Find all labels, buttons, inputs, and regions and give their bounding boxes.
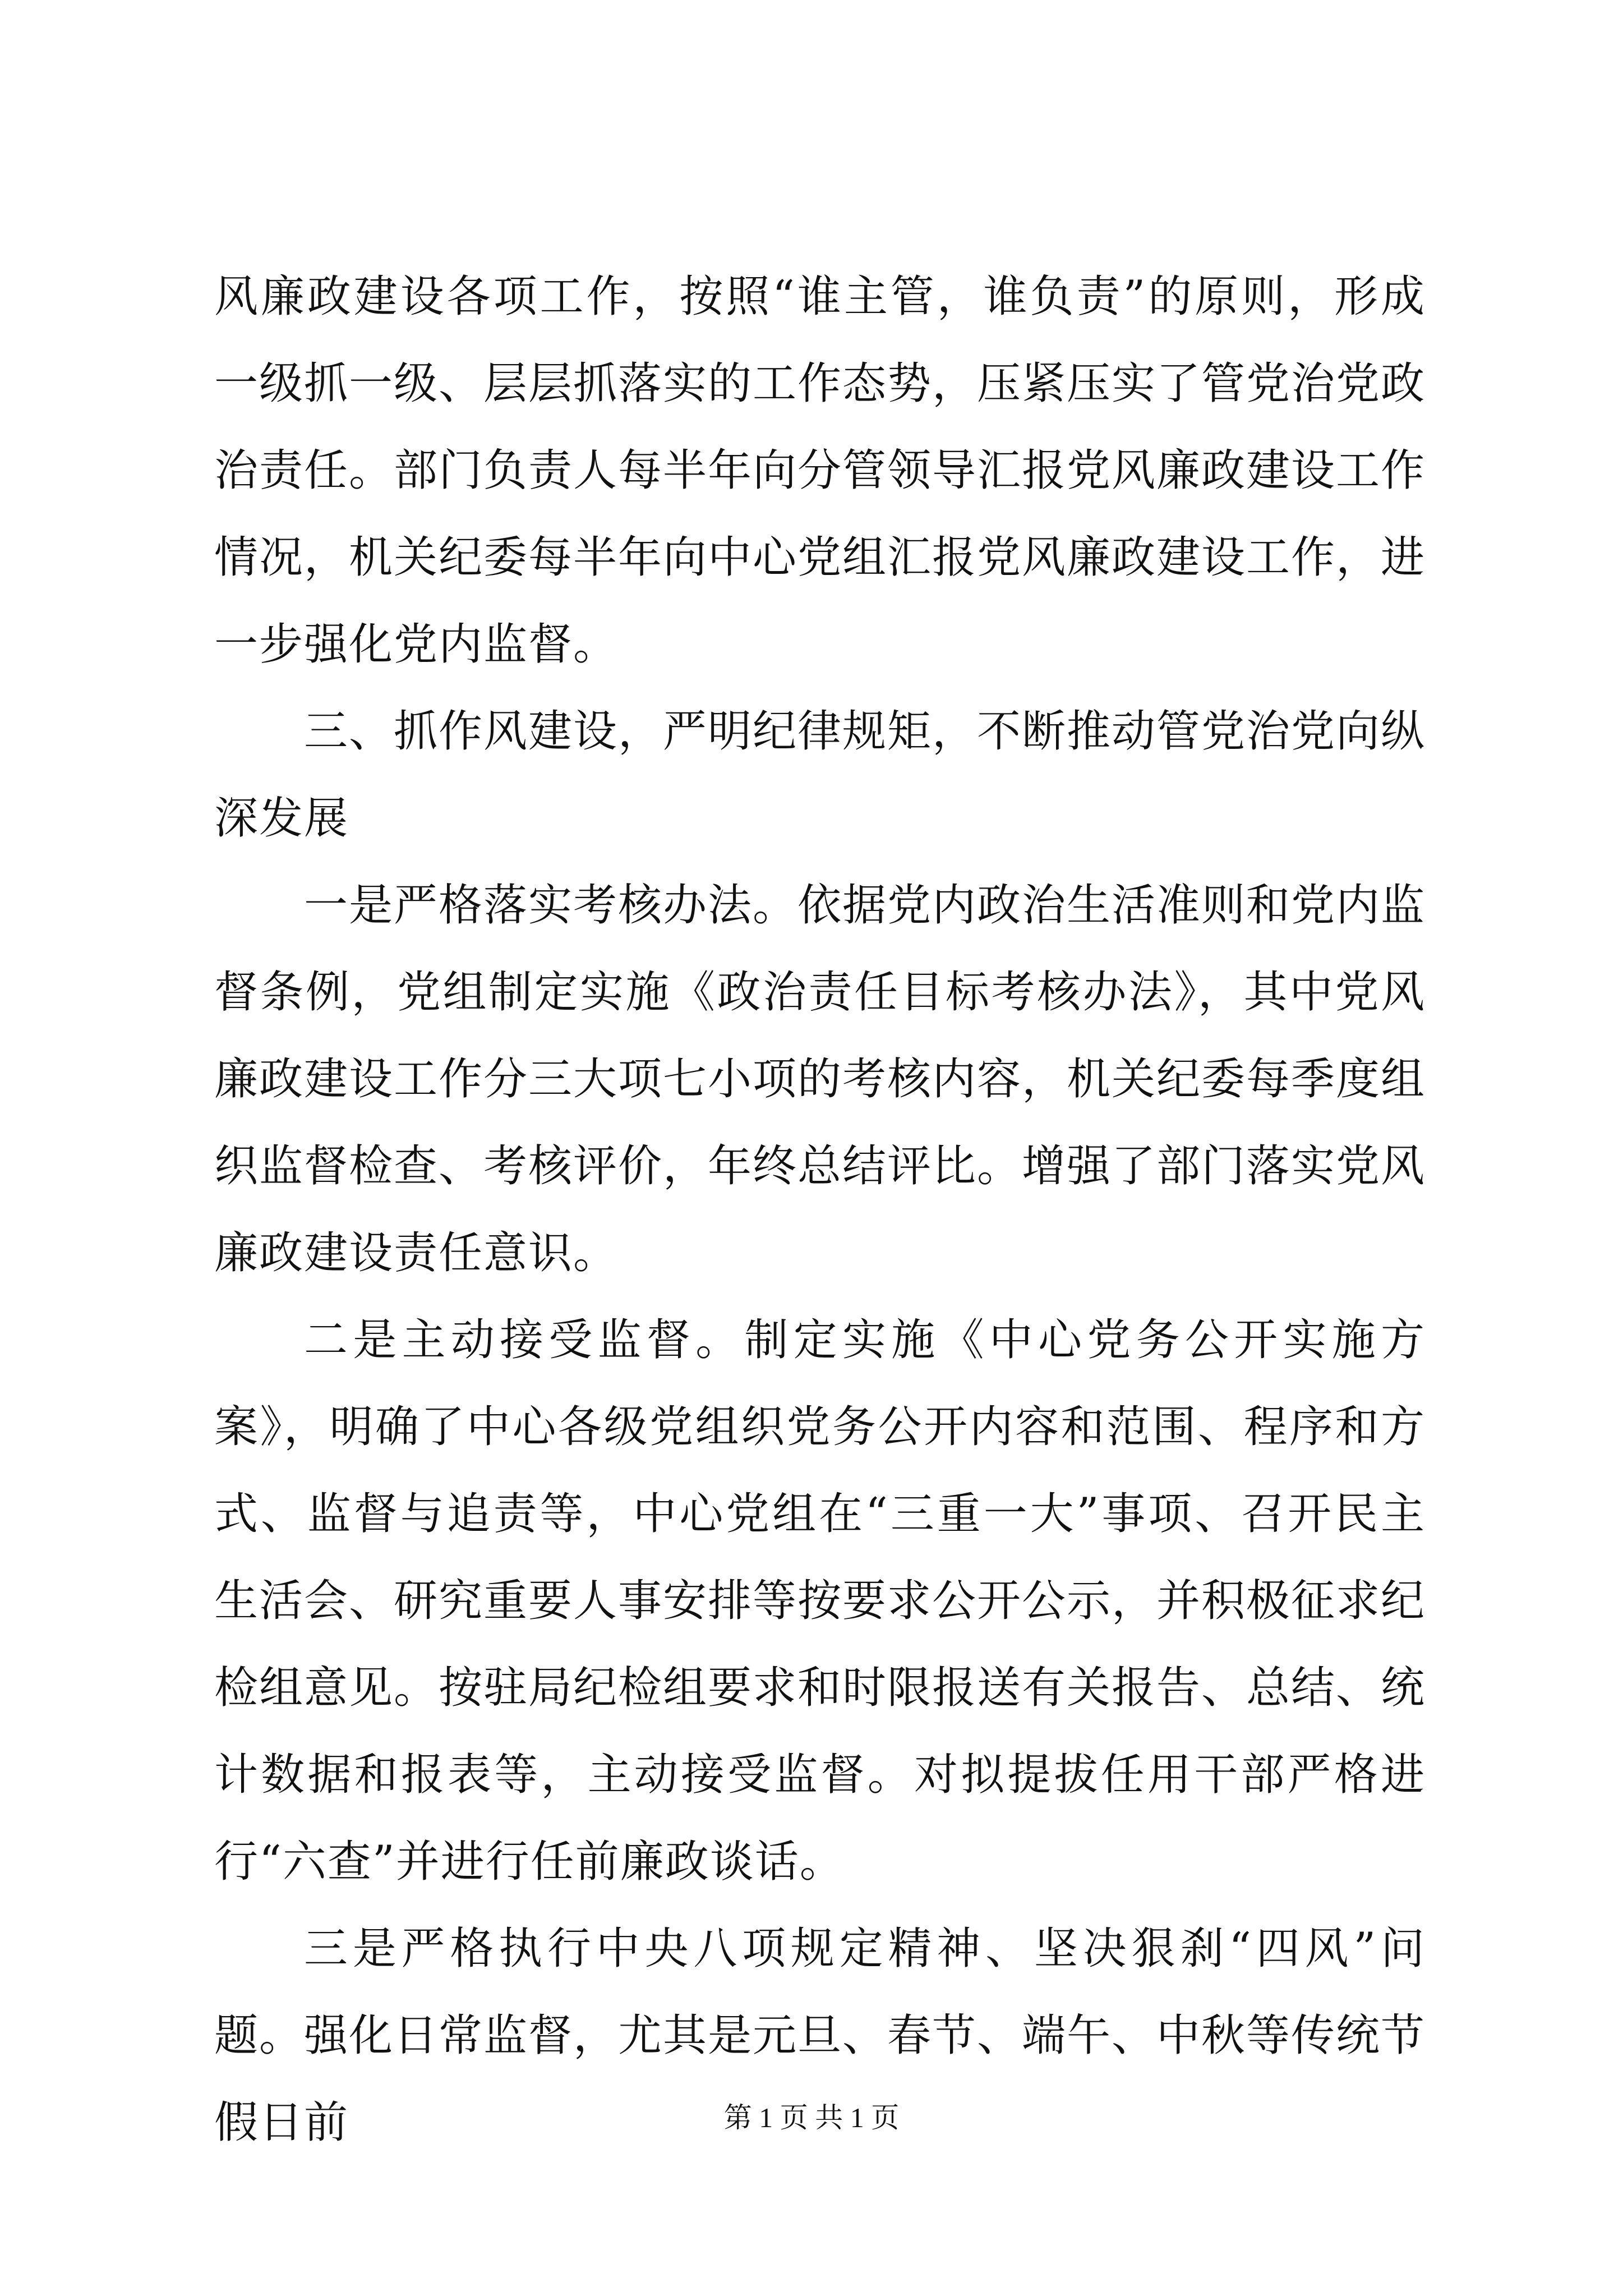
paragraph: 三是严格执行中央八项规定精神、坚决狠刹“四风”问题。强化日常监督，尤其是元旦、春节、端午、中秋等传统节假日前 [214,1924,1426,2148]
paragraph: 二是主动接受监督。制定实施《中心党务公开实施方案》，明确了中心各级党组织党务公开内容和范围、程序和方式、监督与追责等，中心党组在“三重一大”事项、召开民主生活会、研究重要人事安排等按要求公开公示，并积极征求纪检组意见。按驻局纪检组要求和时限报送有关报告、总结、统计数据和报表等，主动接受监督。对拟提拔任用干部严格进行“六查”并进行任前廉政谈话。 [214,1315,1426,1887]
paragraph: 一是严格落实考核办法。依据党内政治生活准则和党内监督条例，党组制定实施《政治责任目标考核办法》，其中党风廉政建设工作分三大项七小项的考核内容，机关纪委每季度组织监督检查、考核评价，年终总结评比。增强了部门落实党风廉政建设责任意识。 [214,880,1426,1278]
section-heading: 三、抓作风建设，严明纪律规矩，不断推动管党治党向纵深发展 [214,706,1426,844]
document-body [214,254,1426,2166]
page-footer: 第 1 页 共 1 页 [723,2102,900,2133]
paragraph-continuation: 风廉政建设各项工作，按照“谁主管，谁负责”的原则，形成一级抓一级、层层抓落实的工作态势，压紧压实了管党治党政治责任。部门负责人每半年向分管领导汇报党风廉政建设工作情况，机关纪委每半年向中心党组汇报党风廉政建设工作，进一步强化党内监督。 [214,272,1426,670]
